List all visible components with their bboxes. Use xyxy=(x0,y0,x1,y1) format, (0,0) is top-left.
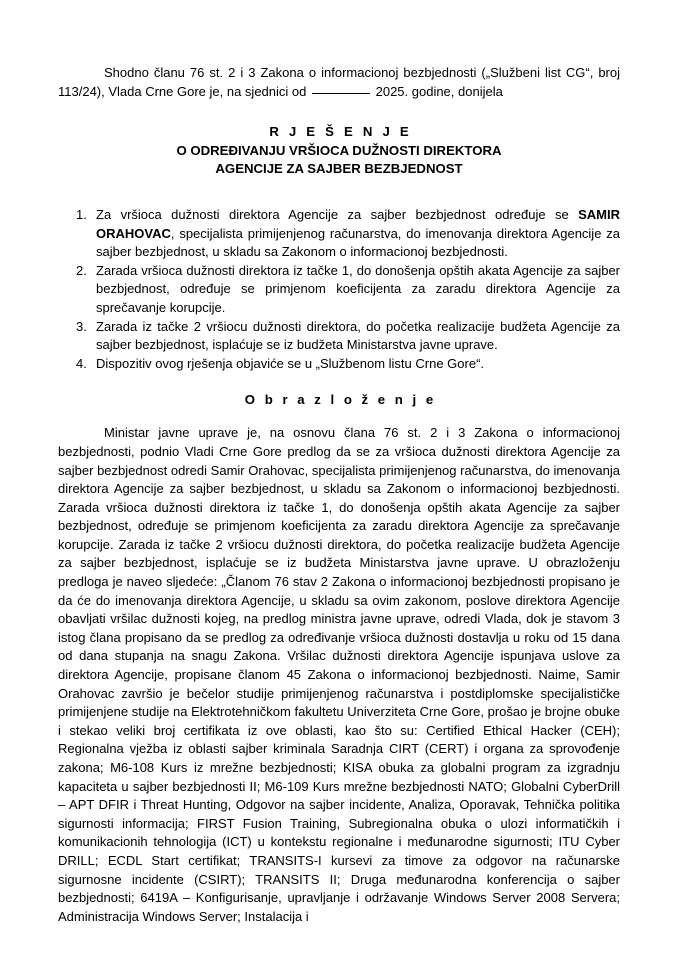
intro-text-before-blank: Shodno članu 76 st. 2 i 3 Zakona o informacionoj bezbjednosti („Službeni list CG“, broj 113/24), Vlada Crne Gore je, na sjednici od xyxy=(58,65,620,99)
title-line-subject: O ODREĐIVANJU VRŠIOCA DUŽNOSTI DIREKTORA xyxy=(176,142,502,158)
reasoning-paragraph: Ministar javne uprave je, na osnovu člana 76 st. 2 i 3 Zakona o informacionoj bezbjednosti, podnio Vladi Crne Gore predlog da se za vršioca dužnosti direktora Agencije za sajber bezbjednost odredi Samir Orahovac, specijalista primijenjenog računarstva, do imenovanja direktora Agencije za sajber bezbjednost, u skladu sa Zakonom o informacionoj bezbjednosti. Zarada vršioca dužnosti direktora iz tačke 1, do donošenja opštih akata Agencije za sajber bezbjednost, određuje se primjenom koeficijenta za zaradu direktora Agencije za sprečavanje korupcije. Zarada iz tačke 2 vršiocu dužnosti direktora, do početka realizacije budžeta Agencije za sajber bezbjednost, isplaćuje se iz budžeta Ministarstva javne uprave. U obrazloženju predloga je naveo sljedeće: „Članom 76 stav 2 Zakona o informacionoj bezbjednosti propisano je da će do imenovanja direktora Agencije, u skladu sa ovim zakonom, poslove direktora Agencije obavljati vršilac dužnosti kojeg, na predlog ministra javne uprave, odredi Vlada, dok je stavom 3 istog člana propisano da se predlog za određivanje vršioca dužnosti dostavlja u roku od 15 dana od dana stupanja na snagu Zakona. Vršilac dužnosti direktora Agencije ispunjava uslove za direktora Agencije, propisane članom 45 Zakona o informacionoj bezbjednosti. Naime, Samir Orahovac završio je bečelor studije primijenjenog računarstva i postdiplomske specijalističke primijenjene studije na Elektrotehničkom fakultetu Univerziteta Crne Gore, prošao je brojne obuke i stekao veliki broj certifikata iz ove oblasti, kao što su: Certified Ethical Hacker (CEH); Regionalna vježba iz oblasti sajber kriminala Saradnja CIRT (CERT) i organa za sprovođenje zakona; M6-108 Kurs iz mrežne bezbjednosti; KISA obuka za globalni program za izgradnju kapaciteta u sajber bezbjednosti II; M6-109 Kurs mrežne bezbjednosti NATO; Globalni CyberDrill – APT DFIR i Threat Hunting, Odgovor na sajber incidente, Analiza, Oporavak, Tehnička politika sigurnosti informacija; FIRST Fusion Training, Subregionalna obuka o ulozi informatičkih i komunikacionih tehnologija (ICT) u kontekstu regionalne i međunarodne sigurnosti; ITU Cyber DRILL; ECDL Start certifikat; TRANSITS-I kursevi za timove za odgovor na računarske sigurnosne incidente (CSIRT); TRANSITS II; Druga međunarodna konferencija o sajber bezbjednosti; 6419A – Konfigurisanje, upravljanje i održavanje Windows Server 2008 Servera; Administracija Windows Server; Instalacija i xyxy=(58,425,620,924)
decision-1-text-after: , specijalista primijenjenog računarstva, do imenovanja direktora Agencije za sajber bezbjednost, u skladu sa Zakonom o informacionoj bezbjednosti. xyxy=(96,225,620,260)
decision-3-text: Zarada iz tačke 2 vršiocu dužnosti direktora, do početka realizacije budžeta Agencije za sajber bezbjednost, isplaćuje se iz budžeta Ministarstva javne uprave. xyxy=(96,318,620,353)
decision-item-3 xyxy=(58,318,620,355)
date-blank-field[interactable] xyxy=(312,93,370,94)
decision-2-text: Zarada vršioca dužnosti direktora iz tačke 1, do donošenja opštih akata Agencije za sajber bezbjednost, određuje se primjenom koeficijenta za zaradu direktora Agencije za sprečavanje korupcije. xyxy=(96,262,620,315)
document-content xyxy=(58,64,620,939)
decision-item-2 xyxy=(58,262,620,318)
decision-4-text: Dispozitiv ovog rješenja objaviće se u „Službenom listu Crne Gore“. xyxy=(96,355,485,371)
intro-paragraph xyxy=(58,64,620,101)
appointee-name: SAMIR ORAHOVAC xyxy=(96,206,620,241)
title-line-rjesenje: R J E Š E N J E xyxy=(269,124,412,140)
decision-item-1 xyxy=(58,206,620,262)
decisions-list xyxy=(58,206,620,373)
title-line-agency: AGENCIJE ZA SAJBER BEZBJEDNOST xyxy=(215,161,463,177)
decision-1-text-before: Za vršioca dužnosti direktora Agencije za sajber bezbjednost određuje se xyxy=(96,206,579,222)
decision-item-4 xyxy=(58,355,620,374)
document-title-block xyxy=(58,123,620,179)
intro-text-after-blank: 2025. godine, donijela xyxy=(375,83,503,99)
reasoning-heading: O b r a z l o ž e n j e xyxy=(244,392,437,408)
